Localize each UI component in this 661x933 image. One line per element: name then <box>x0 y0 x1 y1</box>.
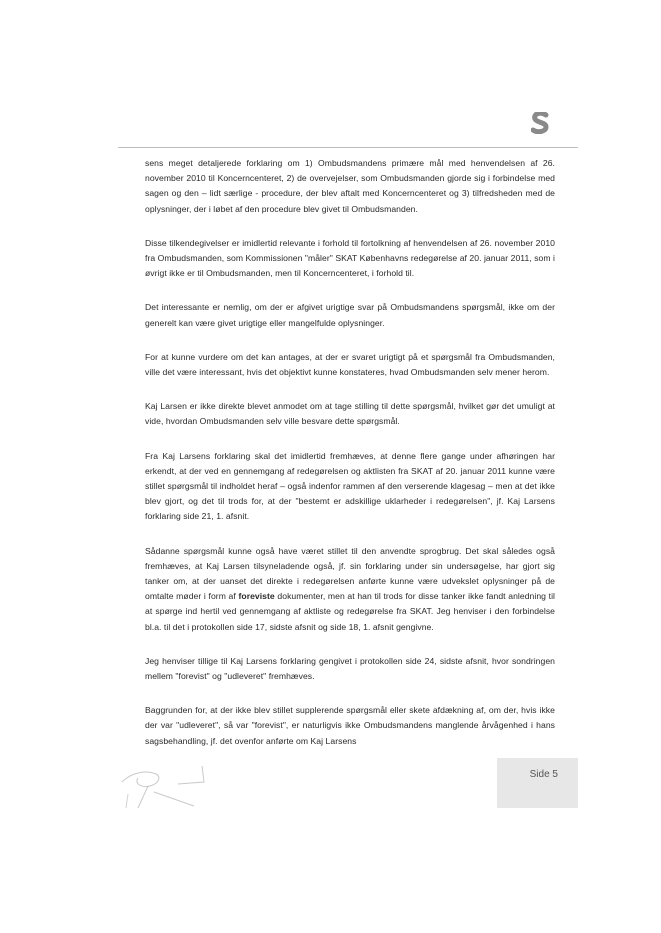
logo-icon <box>531 112 549 134</box>
paragraph-8: Jeg henviser tillige til Kaj Larsens forklaring gengivet i protokollen side 24, sidste afsnit, hvor sondringen mellem "forevist" og "udleveret" fremhæves. <box>145 655 555 682</box>
paragraph-4: For at kunne vurdere om det kan antages, at der er svaret urigtigt på et spørgsmål fra Ombudsmanden, ville det være interessant, hvis det objektivt kunne konstateres, hvad Ombudsmanden selv mener herom. <box>145 351 555 378</box>
paragraph-6: Fra Kaj Larsens forklaring skal det imidlertid fremhæves, at denne flere gange under afhøringen har erkendt, at der ved en gennemgang af redegørelsen og aktlisten fra SKAT af 20. januar 2011 kunne være stillet spørgsmål til indholdet heraf – også indenfor rammen af den verserende klagesag – men at det ikke blev gjort, og det til trods for, at der "bestemt er adskillige uklarheder i redegørelsen", jf. Kaj Larsens forklaring side 21, 1. afsnit. <box>145 450 555 522</box>
watermark-figure-icon <box>118 762 213 810</box>
paragraph-3: Det interessante er nemlig, om der er afgivet urigtige svar på Ombudsmandens spørgsmål, ikke om der generelt kan være givet urigtige eller mangelfulde oplysninger. <box>145 302 555 328</box>
paragraph-7-text-a: Sådanne spørgsmål kunne også have været stillet til den anvendte sprogbrug. Det skal således også fremhæves, at Kaj Larsen tilsyneladende også, jf. sin forklaring under sin undersøgelse, har gjort sig tanker om, at der uanset det direkte i redegørelsen anførte kunne være udvekslet oplysninger på de omtalte møder i form af <box>145 545 555 602</box>
paragraph-7-bold-word: foreviste <box>238 591 275 602</box>
paragraph-5: Kaj Larsen er ikke direkte blevet anmodet om at tage stilling til dette spørgsmål, hvilket gør det umuligt at vide, hvordan Ombudsmanden selv ville besvare dette spørgsmål. <box>145 401 555 427</box>
paragraph-1: sens meget detaljerede forklaring om 1) Ombudsmandens primære mål med henvendelsen af 26. november 2010 til Koncerncenteret, 2) de overvejelser, som Ombudsmanden gjorde sig i forbindelse med sagen og den – lidt særlige - procedure, der blev aftalt med Koncerncenteret og 3) tilfredsheden med de oplysninger, der i løbet af den procedure blev givet til Ombudsmanden. <box>145 158 555 214</box>
paragraph-2: Disse tilkendegivelser er imidlertid relevante i forhold til fortolkning af henvendelsen af 26. november 2010 fra Ombudsmanden, som Kommissionen "måler" SKAT Københavns redegørelse af 20. januar 2011, som i øvrigt ikke er til Ombudsmanden, men til Koncerncenteret, i forhold til. <box>145 237 555 279</box>
paragraph-7 <box>145 544 555 635</box>
paragraph-9: Baggrunden for, at der ikke blev stillet supplerende spørgsmål eller skete afdækning af, om der, hvis ikke der var "udleveret", så var "forevist", er naturligvis ikke Ombudsmandens manglende årvågenhed i hans sagsbehandling, jf. det ovenfor anførte om Kaj Larsens <box>145 705 555 746</box>
header-rule <box>118 147 578 148</box>
paragraph-7-text-b: dokumenter, men at han til trods for disse tanker ikke fandt anledning til at spørge ind hertil ved gennemgang af aktliste og redegørelse fra SKAT. Jeg henviser i den forbindelse bl.a. til det i protokollen side 17, sidste afsnit og side 18, 1. afsnit gengivne. <box>145 591 555 632</box>
page-number: Side 5 <box>529 769 558 780</box>
document-body <box>145 156 555 768</box>
page-number-box <box>497 758 578 808</box>
